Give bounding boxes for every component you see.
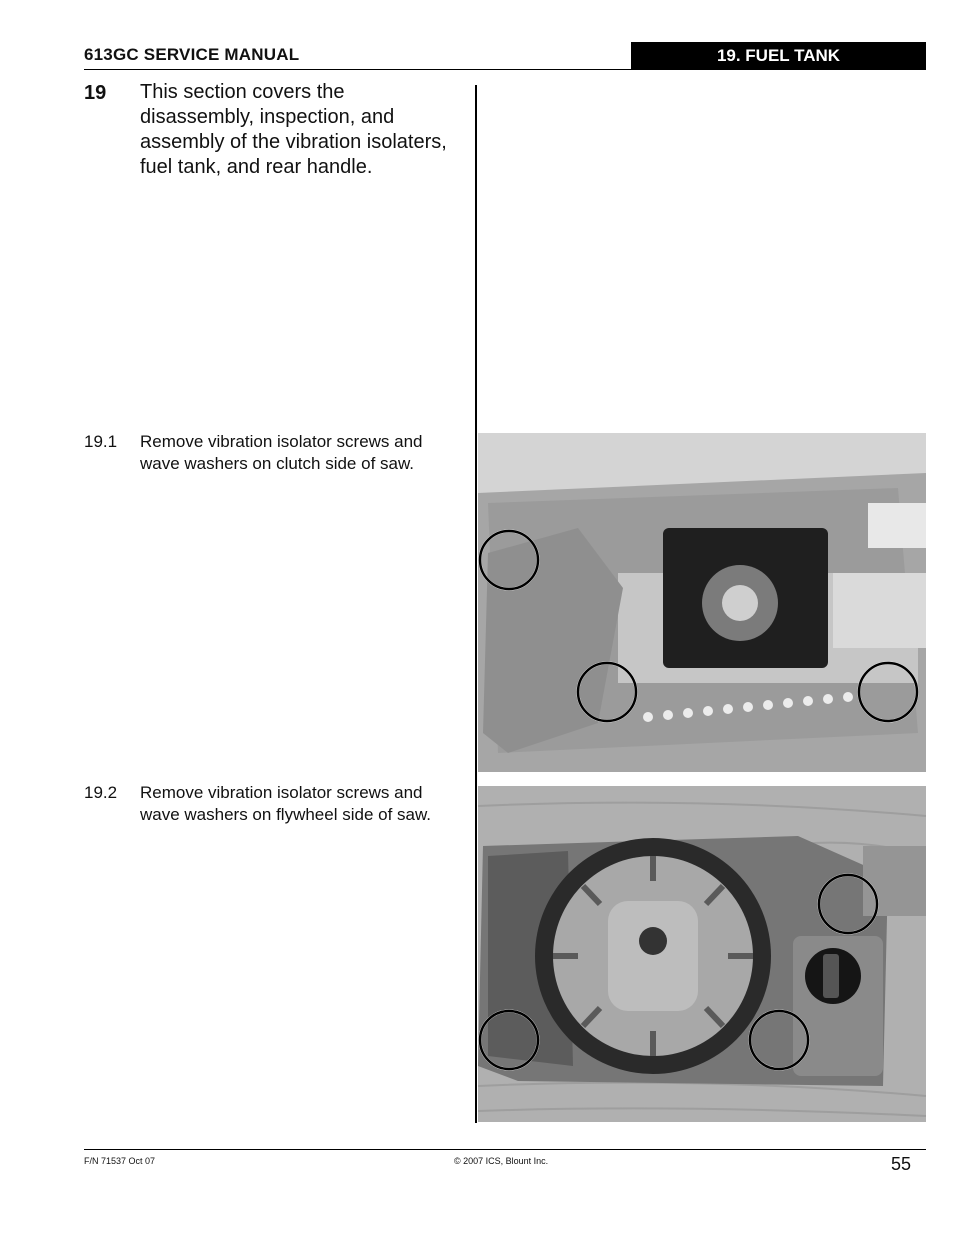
step-number: 19.1 [84, 432, 118, 451]
manual-title: 613GC SERVICE MANUAL [84, 45, 300, 64]
step-text: Remove vibration isolator screws and wave washers on clutch side of saw. [140, 432, 423, 473]
section-intro: This section covers the disassembly, inspection, and assembly of the vibration isolaters, fuel tank, and rear handle. [140, 81, 447, 178]
section-tab: 19. FUEL TANK [631, 42, 926, 69]
section-number: 19 [84, 82, 107, 104]
header-rule [84, 69, 926, 70]
step-number: 19.2 [84, 783, 118, 802]
footer-part-number: F/N 71537 Oct 07 [84, 1156, 156, 1166]
column-divider [475, 85, 477, 1123]
clutch-side-photo [478, 433, 926, 772]
page-number: 55 [891, 1154, 912, 1174]
step-text: Remove vibration isolator screws and wave washers on flywheel side of saw. [140, 783, 432, 824]
footer-copyright: © 2007 ICS, Blount Inc. [454, 1156, 549, 1166]
flywheel-side-photo [478, 786, 926, 1122]
footer-rule [84, 1149, 926, 1150]
